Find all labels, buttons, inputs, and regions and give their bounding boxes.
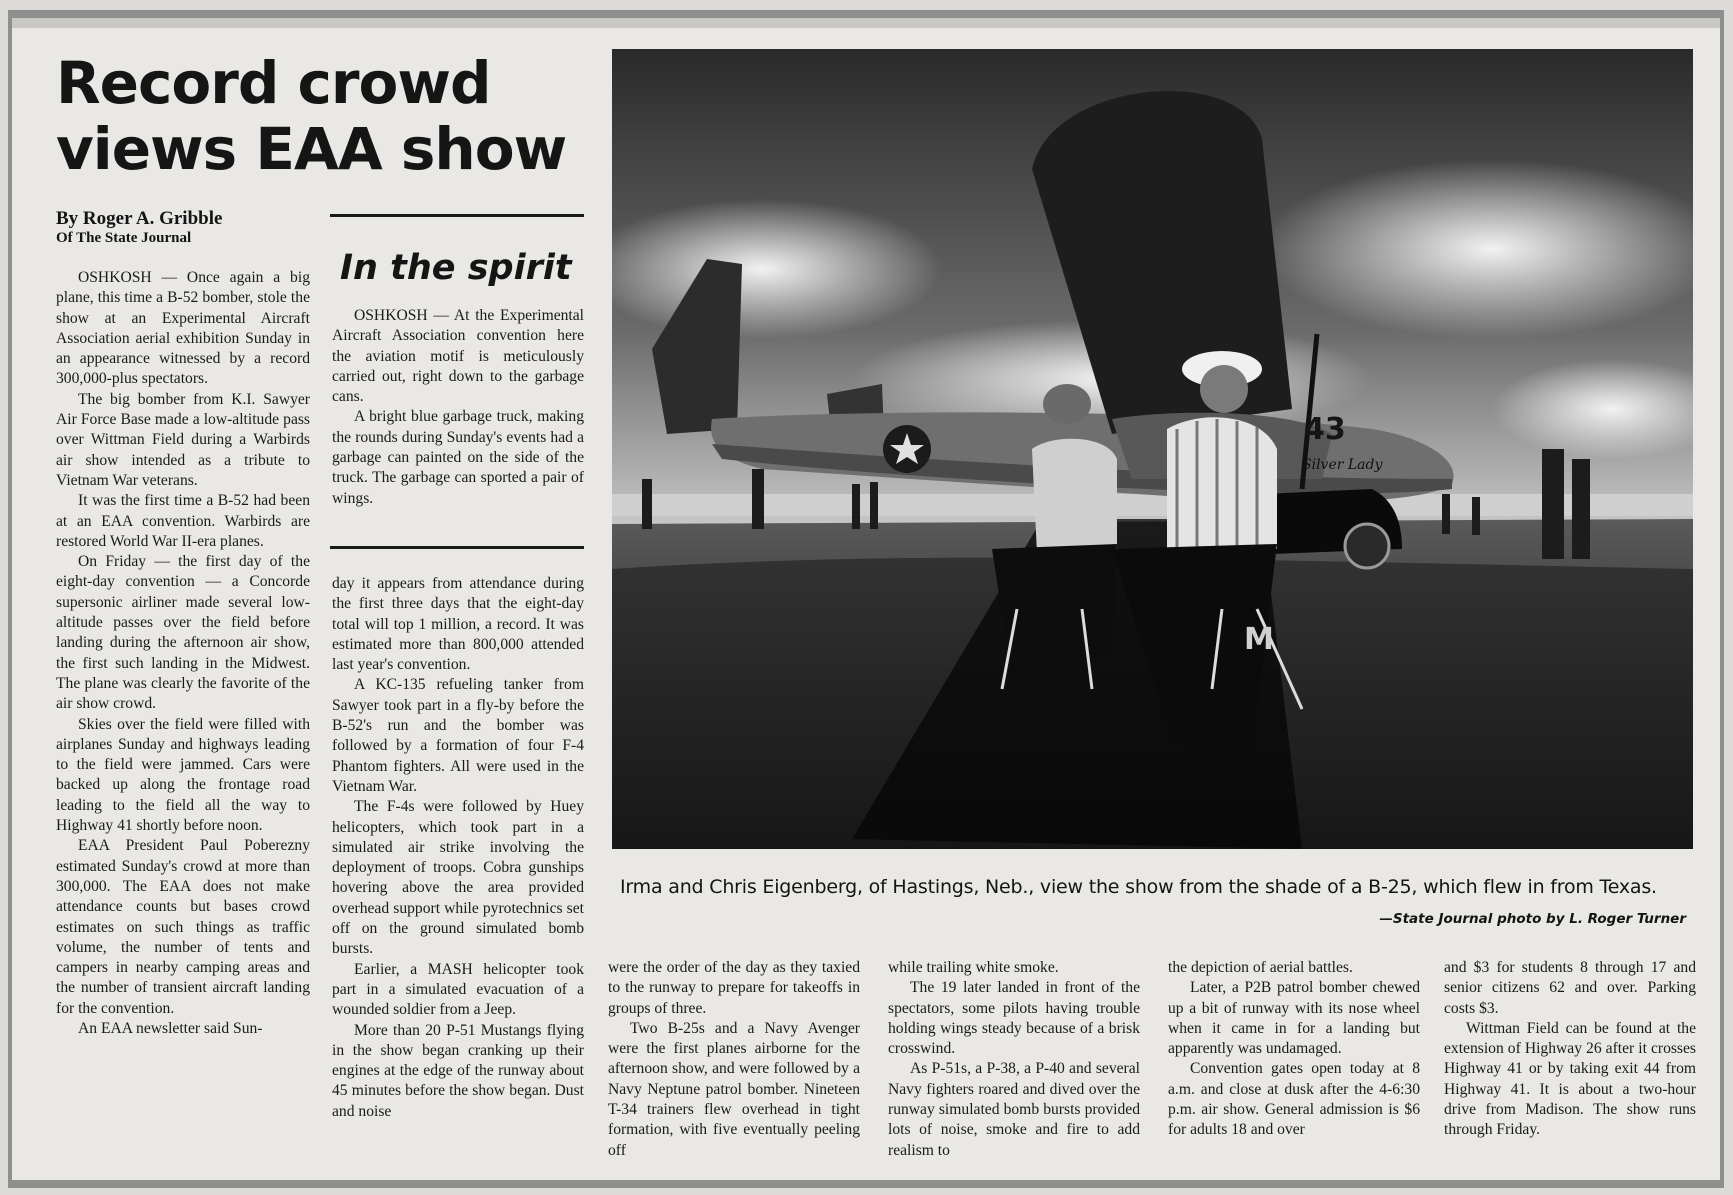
main-story-column bbox=[56, 268, 310, 1039]
b25-photo-illustration bbox=[612, 49, 1693, 849]
story-paragraph: More than 20 P-51 Mustangs flying in the show began cranking up their engines at the edge of the runway about 45 minutes before the show began. Dust and noise bbox=[332, 1021, 584, 1120]
aircraft-number: 43 bbox=[1304, 412, 1346, 447]
story-paragraph: As P-51s, a P-38, a P-40 and several Navy fighters roared and dived over the runway simulated bomb bursts provided lots of noise, smoke and fire to add realism to bbox=[888, 1060, 1140, 1159]
headline: Record crowd views EAA show bbox=[56, 49, 567, 183]
sidebar-top-rule bbox=[330, 214, 584, 217]
byline-affiliation: Of The State Journal bbox=[56, 230, 192, 246]
story-column-3 bbox=[608, 958, 860, 1161]
story-paragraph: Skies over the field were filled with airplanes Sunday and highways leading to the field were jammed. Cars were backed up along the frontage road leading to the field all the way to Highway 41 shortly before noon. bbox=[56, 715, 310, 835]
story-column-6 bbox=[1444, 958, 1696, 1141]
story-paragraph: day it appears from attendance during the first three days that the eight-day total will top 1 million, a record. It was estimated more than 800,000 attended last year's convention. bbox=[332, 575, 584, 674]
story-paragraph: EAA President Paul Poberezny estimated Sunday's crowd at more than 300,000. The EAA does not make attendance counts but bases crowd estimates on such things as traffic volume, the number of tents and campers in nearby camping areas and the number of transient aircraft landing for the convention. bbox=[56, 837, 310, 1017]
story-paragraph: A KC-135 refueling tanker from Sawyer took part in a fly-by before the B-52's run and the bomber was followed by a formation of four F-4 Phantom fighters. All were used in the Vietnam War. bbox=[332, 676, 584, 795]
sidebar-title: In the spirit bbox=[340, 248, 572, 288]
story-paragraph: the depiction of aerial battles. bbox=[1168, 959, 1353, 976]
story-paragraph: It was the first time a B-52 had been at an EAA convention. Warbirds are restored World War II-era planes. bbox=[56, 492, 310, 550]
photo-credit: —State Journal photo by L. Roger Turner bbox=[1379, 911, 1686, 927]
story-paragraph: and $3 for students 8 through 17 and senior citizens 62 and over. Parking costs $3. bbox=[1444, 959, 1696, 1017]
story-column-2 bbox=[332, 574, 584, 1122]
nose-art-text: Silver Lady bbox=[1302, 457, 1383, 473]
story-column-4 bbox=[888, 958, 1140, 1161]
story-paragraph: Earlier, a MASH helicopter took part in a simulated evacuation of a wounded soldier from a Jeep. bbox=[332, 960, 584, 1019]
story-paragraph: OSHKOSH — Once again a big plane, this time a B-52 bomber, stole the show at an Experimental Aircraft Association aerial exhibition Sunday in an appearance witnessed by a record 300,000-plus spectators. bbox=[56, 269, 310, 388]
stool-letter: M bbox=[1244, 622, 1274, 657]
story-paragraph: while trailing white smoke. bbox=[888, 959, 1059, 976]
top-bleed bbox=[12, 18, 1724, 28]
newspaper-clipping bbox=[8, 10, 1724, 1188]
photo-caption: Irma and Chris Eigenberg, of Hastings, Neb., view the show from the shade of a B-25, which flew in from Texas. bbox=[620, 876, 1657, 898]
story-paragraph: Two B-25s and a Navy Avenger were the first planes airborne for the afternoon show, and were followed by a Navy Neptune patrol bomber. Nineteen T-34 trainers flew overhead in tight formation, with five eventually peeling off bbox=[608, 1019, 860, 1159]
sidebar-body bbox=[332, 306, 584, 509]
story-paragraph: Convention gates open today at 8 a.m. and close at dusk after the 4-6:30 p.m. air show. General admission is $6 for adults 18 and over bbox=[1168, 1060, 1420, 1139]
story-paragraph: Later, a P2B patrol bomber chewed up a bit of runway with its nose wheel when it came in for a landing but apparently was undamaged. bbox=[1168, 979, 1420, 1058]
story-paragraph: were the order of the day as they taxied to the runway to prepare for takeoffs in groups of three. bbox=[608, 959, 860, 1017]
story-paragraph: On Friday — the first day of the eight-day convention — a Concorde supersonic airliner made several low-altitude passes over the field before landing during the afternoon air show, the first such landing in the Midwest. The plane was clearly the favorite of the air show crowd. bbox=[56, 553, 310, 713]
byline: By Roger A. Gribble bbox=[56, 208, 223, 229]
story-paragraph: The 19 later landed in front of the spectators, some pilots having trouble holding wings steady because of a brisk crosswind. bbox=[888, 979, 1140, 1058]
story-paragraph: The F-4s were followed by Huey helicopters, which took part in a simulated air strike involving the deployment of troops. Cobra gunships hovering above the area provided overhead support while pyrotechnics set off on the ground simulated bomb bursts. bbox=[332, 798, 584, 958]
story-column-5 bbox=[1168, 958, 1420, 1141]
story-paragraph: An EAA newsletter said Sun- bbox=[78, 1019, 263, 1037]
story-paragraph: Wittman Field can be found at the extension of Highway 26 after it crosses Highway 41 or by taking exit 44 from Highway 41. It is about a two-hour drive from Madison. The show runs through Friday. bbox=[1444, 1019, 1696, 1139]
sidebar-bottom-rule bbox=[330, 546, 584, 549]
sidebar-paragraph: A bright blue garbage truck, making the rounds during Sunday's events had a garbage can painted on the side of the truck. The garbage can sported a pair of wings. bbox=[332, 408, 584, 507]
sidebar-paragraph: OSHKOSH — At the Experimental Aircraft Association convention here the aviation motif is meticulously carried out, right down to the garbage cans. bbox=[332, 307, 584, 406]
b25-photo bbox=[612, 49, 1693, 849]
story-paragraph: The big bomber from K.I. Sawyer Air Force Base made a low-altitude pass over Wittman Field during a Warbirds air show intended as a tribute to Vietnam War veterans. bbox=[56, 390, 310, 489]
